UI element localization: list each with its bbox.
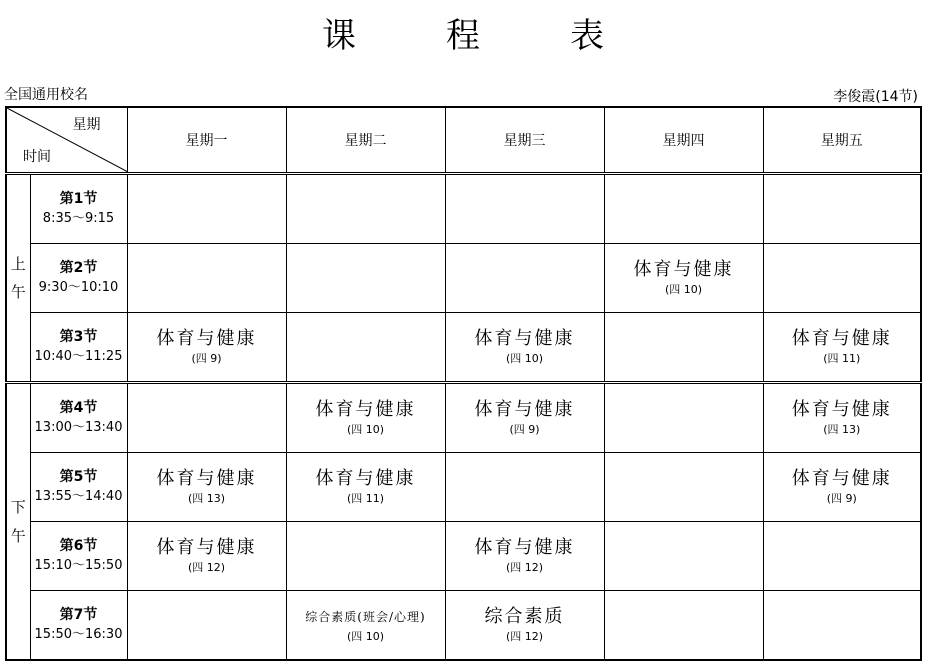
- period-name: 第3节: [59, 329, 98, 345]
- title-char-2: 程: [446, 16, 486, 56]
- period-time: 9:30～10:10: [38, 280, 119, 295]
- course-room: (四 9): [191, 352, 222, 365]
- period-time: 15:10～15:50: [34, 558, 123, 573]
- period-cell: [30, 591, 127, 661]
- schedule-cell: [445, 522, 604, 591]
- course-room: (四 10): [505, 352, 544, 365]
- period-cell: [30, 174, 127, 244]
- schedule-cell: [604, 383, 763, 453]
- schedule-cell: [286, 244, 445, 313]
- schedule-cell: [286, 591, 445, 661]
- period-name: 第1节: [59, 191, 98, 207]
- period-name: 第6节: [59, 538, 98, 554]
- schedule-cell: [445, 313, 604, 383]
- schedule-cell: [127, 453, 286, 522]
- period-row: [6, 174, 921, 244]
- morning-label: 上 午: [6, 174, 30, 383]
- header-row: [6, 107, 921, 174]
- period-time: 13:00～13:40: [34, 420, 123, 435]
- course-room: (四 12): [505, 561, 544, 574]
- schedule-cell: [127, 591, 286, 661]
- period-row: [6, 453, 921, 522]
- course-name: 体育与健康: [156, 328, 257, 349]
- course-room: (四 9): [509, 423, 540, 436]
- day-header: 星期三: [445, 107, 604, 174]
- period-row: [6, 522, 921, 591]
- schedule-cell: [286, 522, 445, 591]
- afternoon-label: 下 午: [6, 383, 30, 661]
- schedule-cell: [127, 383, 286, 453]
- schedule-cell: [604, 591, 763, 661]
- course-room: (四 9): [826, 492, 857, 505]
- schedule-cell: [286, 174, 445, 244]
- period-name: 第2节: [59, 260, 98, 276]
- course-room: (四 11): [823, 352, 861, 365]
- schedule-cell: [604, 522, 763, 591]
- period-cell: [30, 522, 127, 591]
- period-time: 8:35～9:15: [42, 211, 115, 226]
- schedule-cell: [604, 453, 763, 522]
- course-room: (四 10): [346, 423, 385, 436]
- schedule-cell: [286, 313, 445, 383]
- course-name: 体育与健康: [474, 537, 575, 558]
- schedule-cell: [604, 244, 763, 313]
- day-header: 星期四: [604, 107, 763, 174]
- period-row: [6, 244, 921, 313]
- schedule-cell: [445, 244, 604, 313]
- timetable: [5, 106, 922, 661]
- course-room: (四 10): [664, 283, 703, 296]
- day-header: 星期二: [286, 107, 445, 174]
- corner-cell: [6, 107, 127, 174]
- course-name: 综合素质(班会/心理): [305, 610, 426, 624]
- schedule-cell: [604, 174, 763, 244]
- course-name: 体育与健康: [315, 468, 416, 489]
- period-cell: [30, 453, 127, 522]
- period-cell: [30, 244, 127, 313]
- course-name: 体育与健康: [791, 328, 892, 349]
- course-name: 体育与健康: [474, 399, 575, 420]
- period-name: 第5节: [59, 469, 98, 485]
- title-char-1: 课: [322, 16, 362, 56]
- school-name: 全国通用校名: [4, 87, 88, 103]
- period-row: [6, 383, 921, 453]
- schedule-cell: [763, 174, 921, 244]
- schedule-cell: [763, 591, 921, 661]
- day-header: 星期一: [127, 107, 286, 174]
- course-room: (四 12): [505, 630, 544, 643]
- course-name: 体育与健康: [791, 399, 892, 420]
- title-char-3: 表: [570, 16, 610, 56]
- corner-weekday-label: 星期: [72, 117, 101, 133]
- schedule-cell: [604, 313, 763, 383]
- period-time: 15:50～16:30: [34, 627, 123, 642]
- period-cell: [30, 383, 127, 453]
- course-name: 体育与健康: [156, 468, 257, 489]
- schedule-cell: [763, 244, 921, 313]
- course-room: (四 10): [346, 630, 385, 643]
- course-room: (四 13): [187, 492, 226, 505]
- course-name: 体育与健康: [791, 468, 892, 489]
- schedule-cell: [763, 383, 921, 453]
- page-title: [0, 8, 932, 57]
- schedule-cell: [286, 453, 445, 522]
- schedule-cell: [286, 383, 445, 453]
- period-row: [6, 313, 921, 383]
- corner-time-label: 时间: [23, 149, 51, 165]
- schedule-cell: [445, 591, 604, 661]
- course-room: (四 12): [187, 561, 226, 574]
- period-row: [6, 591, 921, 661]
- schedule-cell: [445, 453, 604, 522]
- course-room: (四 11): [346, 492, 385, 505]
- day-header: 星期五: [763, 107, 921, 174]
- schedule-cell: [763, 313, 921, 383]
- course-name: 体育与健康: [633, 259, 734, 280]
- course-name: 体育与健康: [474, 328, 575, 349]
- course-room: (四 13): [823, 423, 861, 436]
- period-time: 13:55～14:40: [34, 489, 123, 504]
- course-name: 综合素质: [484, 606, 565, 627]
- schedule-cell: [127, 174, 286, 244]
- period-name: 第7节: [59, 607, 98, 623]
- schedule-cell: [763, 453, 921, 522]
- course-name: 体育与健康: [156, 537, 257, 558]
- period-time: 10:40～11:25: [34, 349, 123, 364]
- period-name: 第4节: [59, 400, 98, 416]
- schedule-cell: [127, 313, 286, 383]
- schedule-cell: [445, 174, 604, 244]
- schedule-cell: [445, 383, 604, 453]
- schedule-cell: [127, 522, 286, 591]
- period-cell: [30, 313, 127, 383]
- course-name: 体育与健康: [315, 399, 416, 420]
- teacher-name: 李俊霞(14节): [833, 89, 918, 105]
- schedule-cell: [763, 522, 921, 591]
- schedule-cell: [127, 244, 286, 313]
